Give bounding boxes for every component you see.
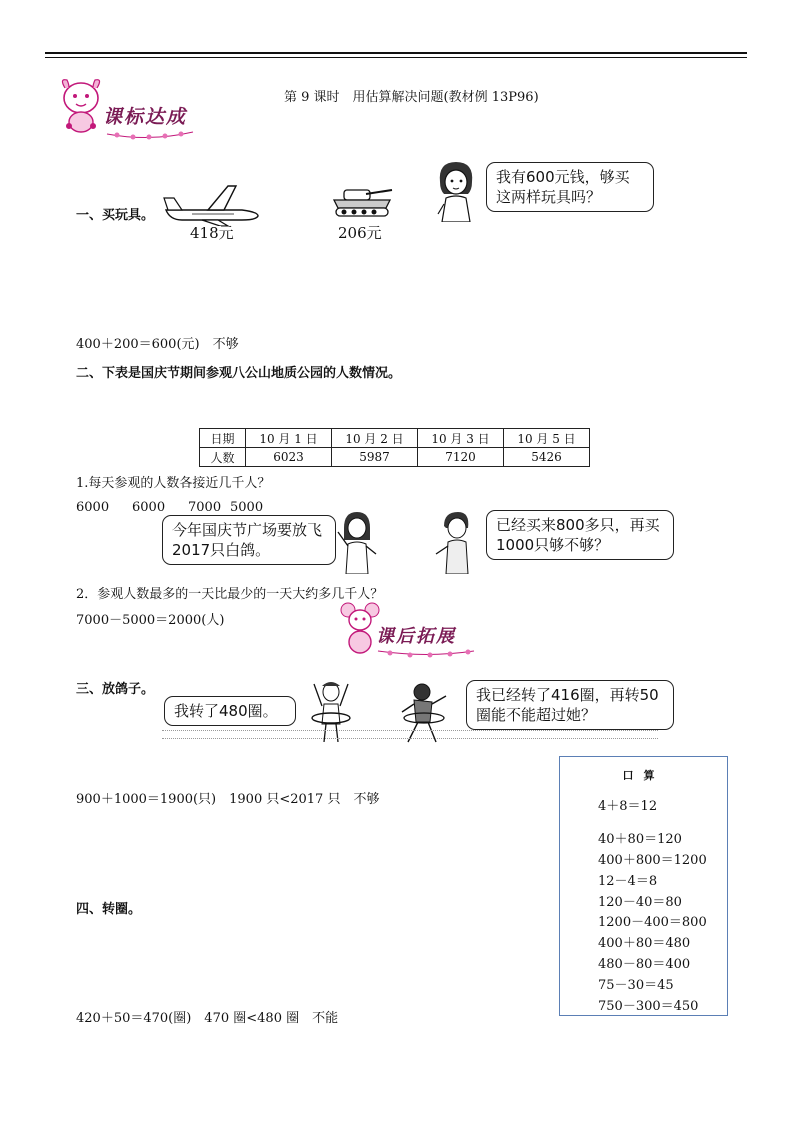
mouse-mascot-icon	[340, 600, 380, 656]
girl-hula-hoop-icon	[310, 680, 352, 742]
extension-badge	[340, 600, 480, 664]
badge-label: 课标达成	[103, 106, 188, 128]
table-header-cell: 10 月 3 日	[418, 429, 504, 448]
mental-math-item: 750－300＝450	[598, 999, 699, 1014]
mental-math-item: 400＋80＝480	[598, 936, 691, 951]
mental-math-title: 口算	[622, 769, 665, 782]
top-rule	[45, 52, 747, 54]
q1-answer-4: 5000	[230, 500, 264, 515]
airplane-icon	[162, 182, 262, 226]
section2-speech-left: 今年国庆节广场要放飞2017只白鸽。	[162, 515, 336, 565]
table-cell: 7120	[418, 448, 504, 467]
question-1: 1.每天参观的人数各接近几千人？	[76, 476, 271, 491]
mental-math-item: 480－80＝400	[598, 957, 691, 972]
table-header-cell: 10 月 1 日	[246, 429, 332, 448]
tank-price: 206元	[338, 224, 382, 242]
extension-label: 课后拓展	[376, 626, 456, 647]
q2-answer: 7000－5000＝2000(人)	[76, 613, 225, 628]
mental-math-item: 1200－400＝800	[598, 915, 707, 930]
section1-answer: 400＋200＝600(元) 不够	[76, 337, 239, 352]
woman-icon	[434, 510, 478, 574]
mental-math-item: 120－40＝80	[598, 895, 682, 910]
table-header-cell: 10 月 2 日	[332, 429, 418, 448]
mental-math-item: 400＋800＝1200	[598, 853, 707, 868]
q1-answer-3: 7000	[188, 500, 222, 515]
section2-heading: 二、下表是国庆节期间参观八公山地质公园的人数情况。	[76, 366, 402, 381]
mental-math-item: 40＋80＝120	[598, 832, 682, 847]
plane-price: 418元	[190, 224, 234, 242]
top-rule-thin	[45, 57, 747, 58]
section3-speech-right: 我已经转了416圈，再转50圈能不能超过她？	[466, 680, 674, 730]
section2-speech-right: 已经买来800多只，再买1000只够不够？	[486, 510, 674, 560]
dotted-divider	[162, 730, 658, 731]
girl-icon	[434, 160, 478, 222]
section3-heading: 三、放鸽子。	[76, 682, 155, 697]
section4-answer: 420＋50＝470(圈) 470 圈<480 圈 不能	[76, 1011, 339, 1026]
section4-heading: 四、转圈。	[76, 902, 142, 917]
table-row	[200, 448, 590, 467]
girl-waving-icon	[336, 510, 378, 574]
section1-heading: 一、买玩具。	[76, 208, 155, 223]
table-cell: 6023	[246, 448, 332, 467]
table-header-cell: 10 月 5 日	[504, 429, 590, 448]
mental-math-item: 75－30＝45	[598, 978, 674, 993]
table-cell: 5426	[504, 448, 590, 467]
goat-mascot-icon	[55, 74, 107, 136]
flower-garland-icon	[105, 128, 195, 140]
table-cell: 人数	[200, 448, 246, 467]
question-2: 2．参观人数最多的一天比最少的一天大约多几千人？	[76, 587, 384, 602]
mental-math-box	[559, 756, 728, 1016]
mental-math-item: 12－4＝8	[598, 874, 658, 889]
section1-speech: 我有600元钱，够买这两样玩具吗？	[486, 162, 654, 212]
mental-math-item: 4＋8＝12	[598, 799, 658, 814]
section3-speech-left: 我转了480圈。	[164, 696, 296, 726]
boy-spinning-icon	[400, 682, 448, 744]
flower-garland-icon	[376, 646, 476, 658]
q1-answer-1: 6000	[76, 500, 110, 515]
table-cell: 5987	[332, 448, 418, 467]
table-row	[200, 429, 590, 448]
lesson-badge	[55, 72, 200, 140]
dotted-divider	[162, 738, 658, 739]
section3-answer: 900＋1000＝1900(只) 1900 只<2017 只 不够	[76, 792, 380, 807]
tank-icon	[330, 182, 394, 218]
table-header-cell: 日期	[200, 429, 246, 448]
visitor-table	[199, 428, 590, 467]
lesson-title: 第 9 课时 用估算解决问题(教材例 13P96)	[284, 90, 539, 105]
q1-answer-2: 6000	[132, 500, 166, 515]
